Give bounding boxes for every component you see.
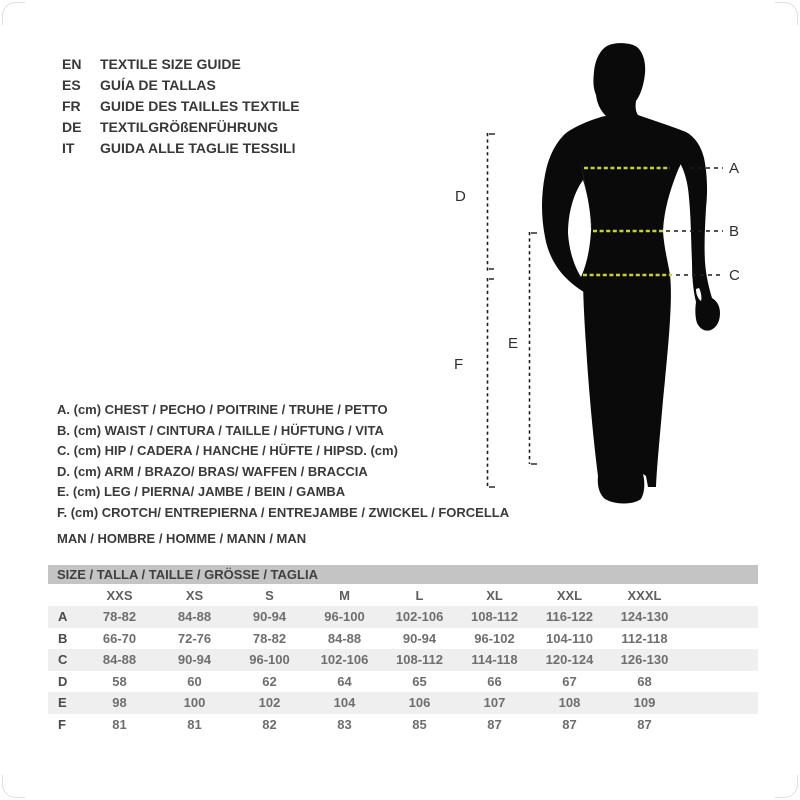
cell-value: 78-82 bbox=[252, 630, 287, 646]
cell-value: 78-82 bbox=[102, 609, 137, 625]
cell-value: 58 bbox=[112, 673, 127, 689]
cell-value: 87 bbox=[562, 716, 577, 732]
cell-value: 96-102 bbox=[474, 630, 515, 646]
size-table-title: SIZE / TALLA / TAILLE / GRÖSSE / TAGLIA bbox=[57, 567, 318, 582]
marker-label-arm: D bbox=[455, 188, 466, 205]
cell-value: 60 bbox=[187, 673, 202, 689]
cell-value: 84-88 bbox=[177, 609, 212, 625]
cell-value: 108-112 bbox=[396, 652, 443, 668]
cell-value: 90-94 bbox=[177, 652, 212, 668]
table-row-waist bbox=[48, 628, 758, 650]
cell-value: 83 bbox=[337, 716, 352, 732]
marker-label-leg: E bbox=[508, 335, 519, 352]
size-table-title-bar bbox=[48, 565, 758, 584]
col-header-s: S bbox=[265, 587, 274, 603]
col-header-xxl: XXL bbox=[556, 587, 583, 603]
col-header-xl: XL bbox=[486, 587, 503, 603]
cell-value: 90-94 bbox=[252, 609, 287, 625]
cell-value: 67 bbox=[562, 673, 577, 689]
cell-value: 107 bbox=[483, 695, 506, 711]
cell-value: 114-118 bbox=[471, 652, 518, 668]
cell-value: 90-94 bbox=[402, 630, 437, 646]
cell-value: 108-112 bbox=[471, 609, 518, 625]
cell-value: 62 bbox=[262, 673, 277, 689]
table-row-hip bbox=[48, 649, 758, 671]
row-label: A bbox=[58, 609, 68, 625]
guide-title: GUIDA ALLE TAGLIE TESSILI bbox=[100, 139, 296, 156]
cell-value: 85 bbox=[412, 716, 427, 732]
cell-value: 87 bbox=[637, 716, 652, 732]
legend-arm: D. (cm) ARM / BRAZO/ BRAS/ WAFFEN / BRACCIA bbox=[57, 463, 368, 479]
marker-label-hip: C bbox=[729, 267, 740, 284]
legend-waist: B. (cm) WAIST / CINTURA / TAILLE / HÜFTUNG / VITA bbox=[57, 422, 384, 438]
marker-label-waist: B bbox=[729, 223, 740, 240]
cell-value: 120-124 bbox=[545, 652, 594, 668]
marker-label-chest: A bbox=[729, 160, 740, 177]
cell-value: 64 bbox=[337, 673, 352, 689]
cell-value: 98 bbox=[112, 695, 127, 711]
guide-title: TEXTILE SIZE GUIDE bbox=[100, 55, 241, 72]
cell-value: 72-76 bbox=[177, 630, 212, 646]
language-code: DE bbox=[62, 118, 82, 135]
row-label: C bbox=[58, 652, 68, 668]
cell-value: 109 bbox=[633, 695, 656, 711]
cell-value: 81 bbox=[112, 716, 127, 732]
cell-value: 106 bbox=[408, 695, 431, 711]
cell-value: 104 bbox=[333, 695, 356, 711]
legend-chest: A. (cm) CHEST / PECHO / POITRINE / TRUHE / PETTO bbox=[57, 402, 388, 417]
col-header-xxs: XXS bbox=[106, 587, 133, 603]
measurement-legend bbox=[57, 400, 509, 549]
cell-value: 66 bbox=[487, 673, 502, 689]
row-label: B bbox=[58, 630, 68, 646]
cell-value: 112-118 bbox=[621, 630, 668, 646]
language-code: IT bbox=[62, 139, 75, 156]
guide-title: TEXTILGRÖßENFÜHRUNG bbox=[100, 118, 279, 135]
col-header-xs: XS bbox=[185, 587, 204, 603]
cell-value: 116-122 bbox=[546, 609, 593, 625]
col-header-xxxl: XXXL bbox=[627, 587, 662, 603]
cell-value: 84-88 bbox=[327, 630, 362, 646]
cell-value: 102-106 bbox=[320, 652, 369, 668]
legend-leg: E. (cm) LEG / PIERNA/ JAMBE / BEIN / GAMBA bbox=[57, 484, 346, 500]
cell-value: 124-130 bbox=[620, 609, 669, 625]
cell-value: 65 bbox=[412, 673, 427, 689]
legend-subject: MAN / HOMBRE / HOMME / MANN / MAN bbox=[57, 530, 307, 546]
cell-value: 96-100 bbox=[249, 652, 290, 668]
cell-value: 87 bbox=[487, 716, 502, 732]
guide-title: GUIDE DES TAILLES TEXTILE bbox=[100, 97, 300, 114]
col-header-m: M bbox=[339, 587, 350, 603]
language-code: FR bbox=[62, 97, 81, 114]
legend-crotch: F. (cm) CROTCH/ ENTREPIERNA / ENTREJAMBE / ZWICKEL / FORCELLA bbox=[57, 504, 510, 520]
cell-value: 82 bbox=[262, 716, 277, 732]
guide-title: GUÍA DE TALLAS bbox=[100, 76, 216, 93]
table-row-leg bbox=[48, 692, 758, 714]
cell-value: 102 bbox=[258, 695, 281, 711]
cell-value: 81 bbox=[187, 716, 202, 732]
table-row-crotch bbox=[48, 714, 758, 736]
table-row-arm bbox=[48, 671, 758, 693]
cell-value: 66-70 bbox=[102, 630, 137, 646]
marker-label-crotch: F bbox=[454, 356, 464, 373]
cell-value: 108 bbox=[558, 695, 581, 711]
size-column-header-row bbox=[48, 584, 758, 606]
row-label: D bbox=[58, 673, 68, 689]
row-label: E bbox=[58, 695, 67, 711]
cell-value: 68 bbox=[637, 673, 652, 689]
table-row-chest bbox=[48, 606, 758, 628]
cell-value: 100 bbox=[183, 695, 206, 711]
legend-hip: C. (cm) HIP / CADERA / HANCHE / HÜFTE / HIPSD. (cm) bbox=[57, 443, 398, 459]
cell-value: 104-110 bbox=[546, 630, 593, 646]
language-code: EN bbox=[62, 55, 82, 72]
cell-value: 102-106 bbox=[395, 609, 444, 625]
cell-value: 126-130 bbox=[620, 652, 669, 668]
size-table bbox=[48, 565, 758, 735]
cell-value: 96-100 bbox=[324, 609, 365, 625]
col-header-l: L bbox=[415, 587, 424, 603]
language-code: ES bbox=[62, 76, 81, 93]
cell-value: 84-88 bbox=[102, 652, 137, 668]
row-label: F bbox=[58, 716, 66, 732]
